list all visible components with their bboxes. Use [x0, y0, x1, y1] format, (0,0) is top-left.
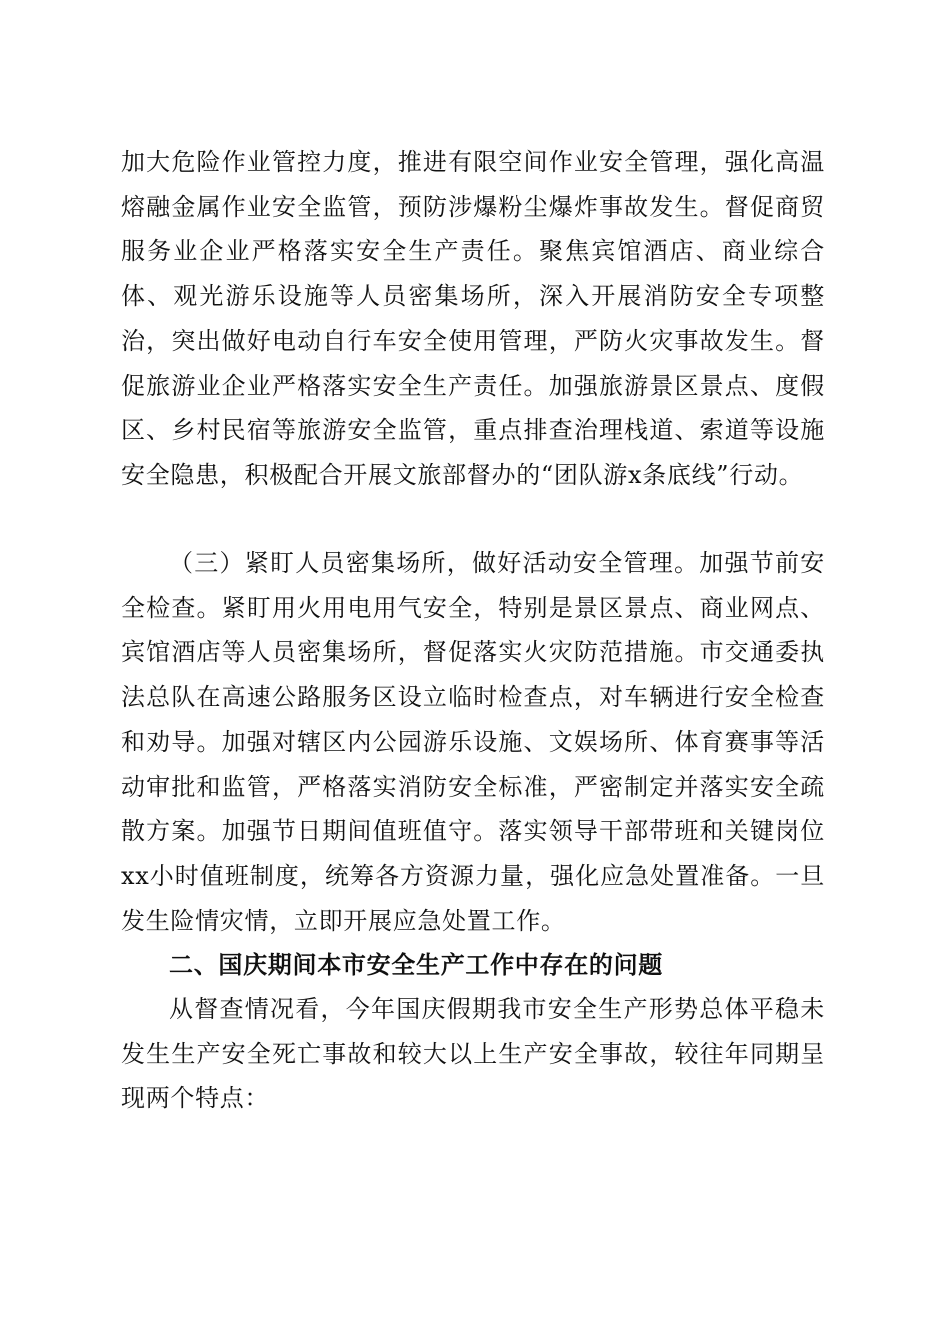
- paragraph-inspection-summary: 从督查情况看，今年国庆假期我市安全生产形势总体平稳未发生生产安全死亡事故和较大以上生产安全事故，较往年同期呈现两个特点：: [121, 995, 825, 1113]
- paragraph-crowded-venues: （三）紧盯人员密集场所，做好活动安全管理。加强节前安全检查。紧盯用火用电用气安全，特别是景区景点、商业网点、宾馆酒店等人员密集场所，督促落实火灾防范措施。市交通委执法总队在高速公路服务区设立临时检查点，对车辆进行安全检查和劝导。加强对辖区内公园游乐设施、文娱场所、体育赛事等活动审批和监管，严格落实消防安全标准，严密制定并落实安全疏散方案。加强节日期间值班值守。落实领导干部带班和关键岗位xx小时值班制度，统筹各方资源力量，强化应急处置准备。一旦发生险情灾情，立即开展应急处置工作。: [121, 549, 825, 935]
- section-heading-problems: 二、国庆期间本市安全生产工作中存在的问题: [169, 951, 663, 979]
- paragraph-hazardous-work: 加大危险作业管控力度，推进有限空间作业安全管理，强化高温熔融金属作业安全监管，预防涉爆粉尘爆炸事故发生。督促商贸服务业企业严格落实安全生产责任。聚焦宾馆酒店、商业综合体、观光游乐设施等人员密集场所，深入开展消防安全专项整治，突出做好电动自行车安全使用管理，严防火灾事故发生。督促旅游业企业严格落实安全生产责任。加强旅游景区景点、度假区、乡村民宿等旅游安全监管，重点排查治理栈道、索道等设施安全隐患，积极配合开展文旅部督办的“团队游x条底线”行动。: [121, 148, 825, 489]
